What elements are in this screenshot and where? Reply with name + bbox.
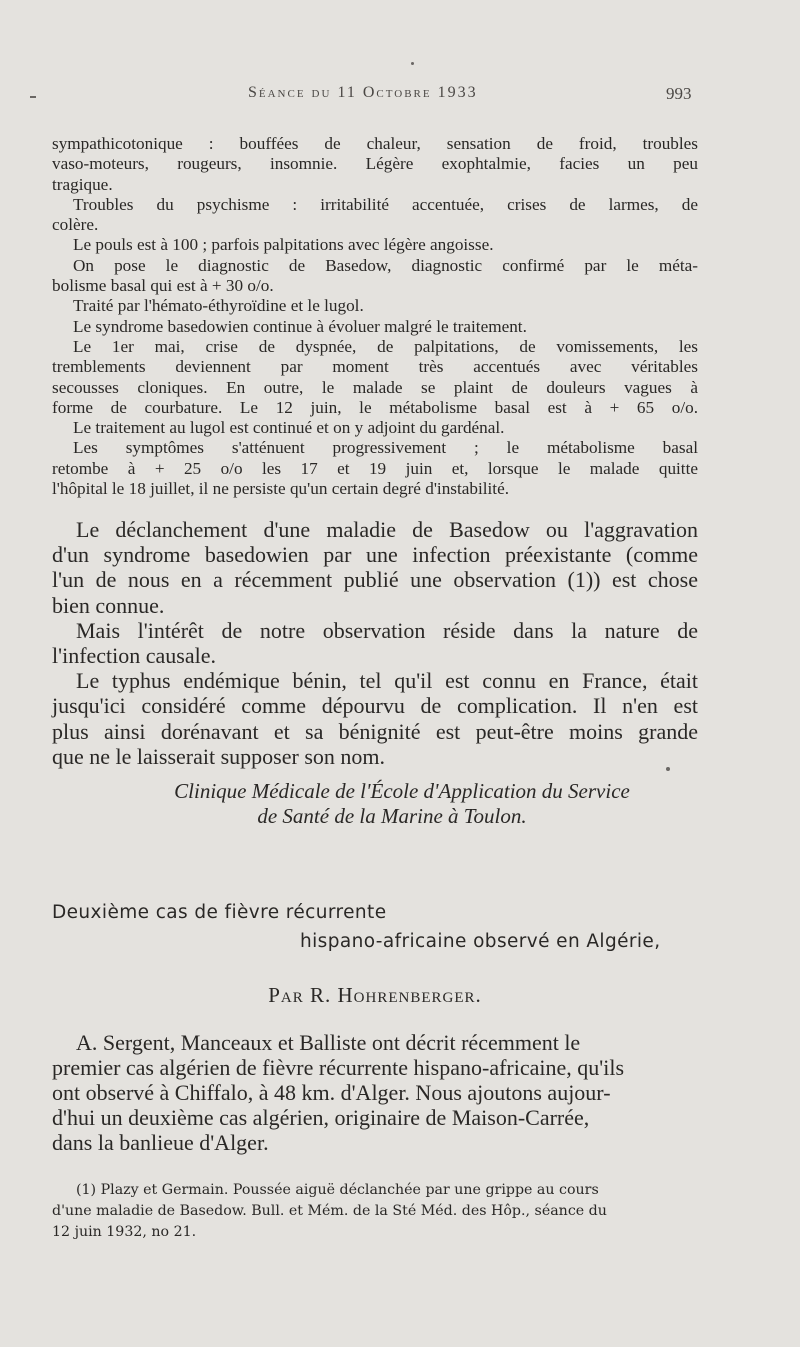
text-line: jusqu'ici considéré comme dépourvu de complication. Il n'en est — [52, 693, 698, 719]
text-line: premier cas algérien de fièvre récurrente hispano-africaine, qu'ils — [52, 1055, 624, 1080]
footnote-line: d'une maladie de Basedow. Bull. et Mém. de la Sté Méd. des Hôp., séance du — [52, 1203, 607, 1219]
text-line: plus ainsi dorénavant et sa bénignité est peut-être moins grande — [52, 718, 698, 744]
text-line: A. Sergent, Manceaux et Balliste ont décrit récemment le — [76, 1030, 581, 1055]
signature-line: de Santé de la Marine à Toulon. — [257, 804, 527, 828]
text-line: vaso-moteurs, rougeurs, insomnie. Légère exophtalmie, facies un peu — [52, 154, 698, 174]
text-line: Le pouls est à 100 ; parfois palpitations avec légère angoisse. — [73, 235, 494, 255]
text-line: tremblements deviennent par moment très accentués avec véritables — [52, 357, 698, 377]
text-line: d'hui un deuxième cas algérien, originaire de Maison-Carrée, — [52, 1105, 590, 1130]
print-speck — [30, 96, 36, 98]
footnote-line: 12 juin 1932, no 21. — [52, 1224, 197, 1240]
footnote — [52, 1180, 698, 1243]
text-line: bien connue. — [52, 592, 165, 618]
text-line: l'un de nous en a récemment publié une observation (1)) est chose — [52, 567, 698, 593]
text-line: d'un syndrome basedowien par une infection préexistante (comme — [52, 542, 698, 568]
article-body — [52, 1030, 698, 1155]
text-line: retombe à + 25 o/o les 17 et 19 juin et, lorsque le malade quitte — [52, 458, 698, 478]
text-line: colère. — [52, 215, 99, 235]
text-line: Le traitement au lugol est continué et on y adjoint du gardénal. — [73, 418, 505, 438]
text-line: tragique. — [52, 174, 113, 194]
article-title-line-1: Deuxième cas de fièvre récurrente — [52, 902, 387, 923]
case-report-text — [52, 134, 698, 499]
print-speck — [666, 767, 670, 771]
text-line: Traité par l'hémato-éthyroïdine et le lugol. — [73, 296, 364, 316]
text-line: Le 1er mai, crise de dyspnée, de palpitations, de vomissements, les — [73, 336, 698, 356]
print-speck — [411, 62, 414, 65]
text-line: Troubles du psychisme : irritabilité accentuée, crises de larmes, de — [73, 194, 698, 214]
article-author: Par R. Hohrenberger. — [268, 983, 482, 1007]
text-line: dans la banlieue d'Alger. — [52, 1130, 269, 1155]
page-number: 993 — [666, 84, 692, 103]
text-line: secousses cloniques. En outre, le malade se plaint de douleurs vagues à — [52, 377, 698, 397]
text-line: Le syndrome basedowien continue à évoluer malgré le traitement. — [73, 316, 527, 336]
text-line: bolisme basal qui est à + 30 o/o. — [52, 276, 274, 296]
text-line: On pose le diagnostic de Basedow, diagnostic confirmé par le méta- — [73, 255, 698, 275]
institution-signature — [52, 779, 698, 829]
article-title-line-2: hispano-africaine observé en Algérie, — [300, 931, 661, 952]
text-line: sympathicotonique : bouffées de chaleur, sensation de froid, troubles — [52, 134, 698, 153]
discussion-text — [52, 517, 698, 769]
signature-line: Clinique Médicale de l'École d'Application du Service — [174, 779, 630, 803]
text-line: Les symptômes s'atténuent progressivement ; le métabolisme basal — [73, 438, 698, 458]
text-line: ont observé à Chiffalo, à 48 km. d'Alger. Nous ajoutons aujour- — [52, 1080, 611, 1105]
text-line: que ne le laisserait supposer son nom. — [52, 743, 385, 769]
page-header — [0, 84, 800, 108]
text-line: Le typhus endémique bénin, tel qu'il est connu en France, était — [76, 668, 698, 694]
footnote-line: (1) Plazy et Germain. Poussée aiguë déclanchée par une grippe au cours — [76, 1182, 599, 1198]
running-head: Séance du 11 Octobre 1933 — [248, 84, 478, 101]
text-line: l'hôpital le 18 juillet, il ne persiste qu'un certain degré d'instabilité. — [52, 479, 510, 499]
text-line: l'infection causale. — [52, 643, 217, 669]
text-line: Mais l'intérêt de notre observation réside dans la nature de — [76, 617, 698, 643]
text-line: Le déclanchement d'une maladie de Basedow ou l'aggravation — [76, 517, 698, 542]
text-line: forme de courbature. Le 12 juin, le métabolisme basal est à + 65 o/o. — [52, 397, 698, 417]
